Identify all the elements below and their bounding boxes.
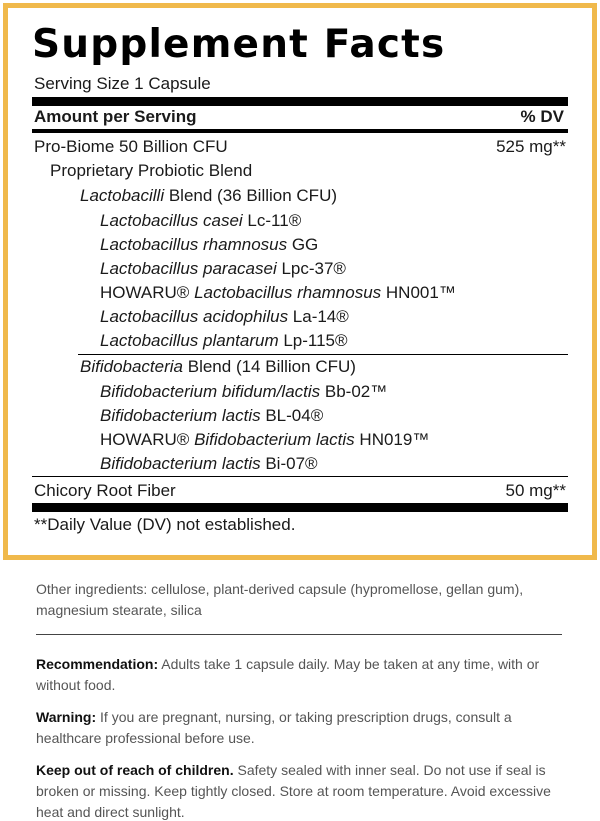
keep-out-label: Keep out of reach of children.: [36, 762, 234, 778]
lactobacilli-label: Lactobacilli: [80, 186, 165, 205]
strain-code: HN019™: [354, 430, 430, 449]
strain-code: La-14®: [288, 307, 349, 326]
bifidobacteria-blend-row: [80, 357, 356, 377]
other-ingredients: Other ingredients: cellulose, plant-derived capsule (hypromellose, gellan gum), magnesium stearate, silica: [36, 581, 524, 618]
list-item: [100, 307, 349, 327]
strain-name: Bifidobacterium lactis: [100, 454, 261, 473]
thick-rule: [32, 503, 568, 512]
recommendation-label: Recommendation:: [36, 656, 159, 672]
strain-name: Lactobacillus casei: [100, 211, 243, 230]
section-divider: [36, 634, 562, 635]
medium-rule: [32, 129, 568, 133]
serving-size: Serving Size 1 Capsule: [34, 74, 211, 93]
blend-divider: [78, 354, 568, 355]
strain-name: Lactobacillus rhamnosus: [100, 235, 288, 254]
strain-code: Lp-115®: [278, 331, 348, 350]
list-item: [100, 283, 456, 303]
strain-code: Lc-11®: [242, 211, 302, 230]
list-item: [100, 382, 387, 402]
strain-code: GG: [287, 235, 319, 254]
keep-out-text: Safety sealed with inner seal. Do not use if seal is broken or missing. Keep tightly closed. Store at room temperature. Avoid excessive heat and direct sunlight.: [36, 762, 551, 820]
strain-code: Bi-07®: [260, 454, 318, 473]
brand-prefix: HOWARU®: [100, 430, 195, 449]
strain-code: BL-04®: [260, 406, 324, 425]
strain-name: Lactobacillus rhamnosus: [194, 283, 382, 302]
list-item: [100, 331, 348, 351]
lactobacilli-blend-cfu: Blend (36 Billion CFU): [164, 186, 338, 205]
strain-name: Lactobacillus plantarum: [100, 331, 279, 350]
strain-code: HN001™: [381, 283, 456, 302]
thick-rule: [32, 97, 568, 106]
amount-per-serving-label: Amount per Serving: [34, 107, 197, 126]
dv-header: % DV: [520, 107, 564, 126]
amount-header-row: [34, 107, 566, 127]
facts-title: Supplement Facts: [32, 22, 446, 67]
chicory-amount: 50 mg**: [505, 481, 566, 500]
dv-footnote: **Daily Value (DV) not established.: [34, 515, 296, 534]
probiome-amount: 525 mg**: [496, 137, 566, 156]
bifidobacteria-label: Bifidobacteria: [80, 357, 184, 376]
list-item: [100, 235, 318, 255]
bifidobacteria-blend-cfu: Blend (14 Billion CFU): [183, 357, 356, 376]
row-divider: [32, 476, 568, 477]
strain-name: Lactobacillus paracasei: [100, 259, 277, 278]
proprietary-blend-name: Proprietary Probiotic Blend: [50, 161, 253, 180]
probiome-name: Pro-Biome 50 Billion CFU: [34, 137, 228, 156]
chicory-name: Chicory Root Fiber: [34, 481, 176, 500]
brand-prefix: HOWARU®: [100, 283, 195, 302]
warning-paragraph: [36, 707, 576, 749]
lactobacilli-blend-row: [80, 186, 337, 206]
warning-label: Warning:: [36, 709, 97, 725]
strain-code: Lpc-37®: [276, 259, 346, 278]
strain-name: Lactobacillus acidophilus: [100, 307, 289, 326]
strain-name: Bifidobacterium lactis: [100, 406, 261, 425]
list-item: [100, 454, 318, 474]
recommendation-text: Adults take 1 capsule daily. May be taken at any time, with or without food.: [36, 656, 540, 693]
warning-text: If you are pregnant, nursing, or taking prescription drugs, consult a healthcare professional before use.: [36, 709, 512, 746]
strain-name: Bifidobacterium bifidum/lactis: [100, 382, 321, 401]
strain-name: Bifidobacterium lactis: [194, 430, 355, 449]
keep-out-paragraph: [36, 760, 576, 821]
list-item: [100, 259, 346, 279]
list-item: [100, 211, 301, 231]
list-item: [100, 406, 323, 426]
recommendation-paragraph: [36, 654, 576, 696]
strain-code: Bb-02™: [320, 382, 388, 401]
list-item: [100, 430, 429, 450]
